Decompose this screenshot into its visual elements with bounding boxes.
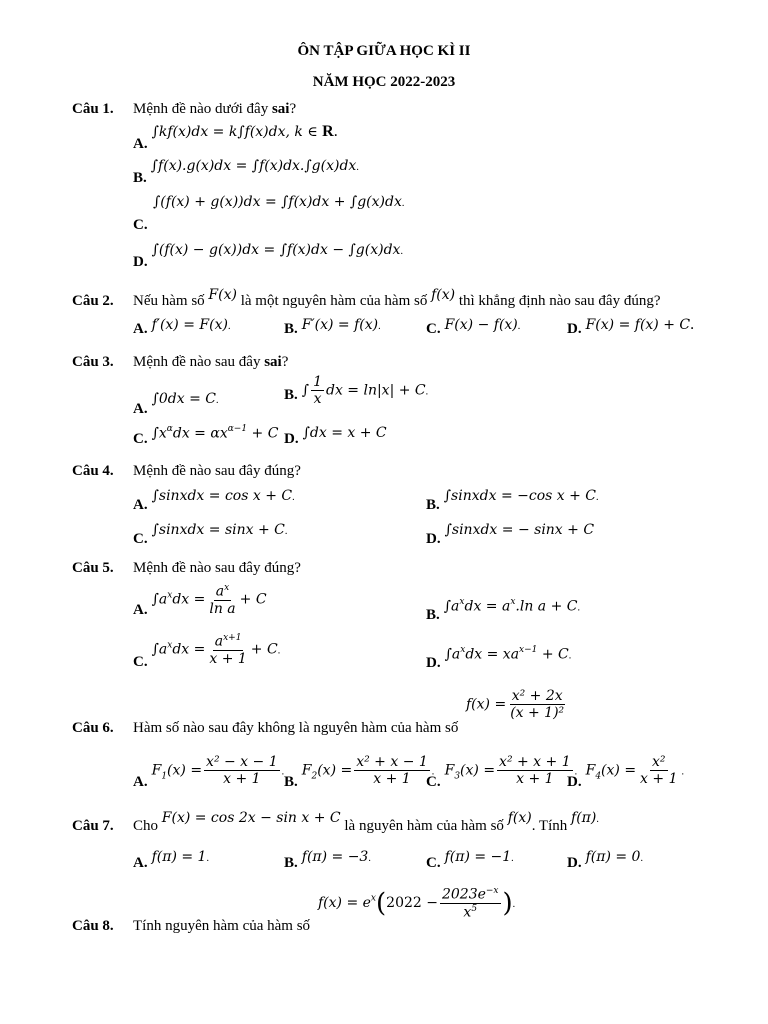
- question-number: Câu 3.: [72, 354, 114, 370]
- q8-function: $f(x) = e^x(2022$ − $\frac{2023e^{-x}}{x^5}$ ).: [318, 886, 516, 921]
- option-c-expr: ∫(f(x) + g(x))dx = ∫f(x)dx + ∫g(x)dx.: [153, 194, 405, 210]
- option-a[interactable]: A. ∫kf(x)dx = k∫f(x)dx, k ∈ R.: [133, 123, 338, 152]
- option-b[interactable]: B. F′(x) = f(x).: [284, 317, 381, 337]
- option-c[interactable]: C.: [133, 217, 148, 233]
- option-b[interactable]: B. ∫f(x).g(x)dx = ∫f(x)dx.∫g(x)dx.: [133, 158, 359, 186]
- option-a[interactable]: A. ∫0dx = C.: [133, 391, 219, 417]
- option-d[interactable]: D. ∫(f(x) − g(x))dx = ∫f(x)dx − ∫g(x)dx.: [133, 242, 403, 270]
- option-d[interactable]: D. $\int a^xdx = xa^{x-1} + C$.: [426, 645, 572, 672]
- question-text: Mệnh đề nào dưới đây sai?: [133, 101, 297, 117]
- option-a[interactable]: A. f′(x) = F(x).: [133, 317, 231, 337]
- option-a[interactable]: A. ∫sinxdx = cos x + C.: [133, 488, 295, 513]
- question-text: Mệnh đề nào sau đây sai?: [133, 354, 289, 370]
- page-title: ÔN TẬP GIỮA HỌC KÌ II: [297, 43, 471, 59]
- option-b[interactable]: B. $F_2(x)$ = $\frac{\text{x² + x − 1}}{x + 1}$ .: [284, 754, 435, 791]
- question-text: Mệnh đề nào sau đây đúng?: [133, 560, 301, 576]
- option-d[interactable]: D. f(π) = 0.: [567, 849, 643, 871]
- option-c[interactable]: C. $F_3(x)$ = $\frac{\text{x² + x + 1}}{x + 1}$ .: [426, 754, 578, 791]
- option-b[interactable]: B. $\int a^xdx = a^x.\ln$ a + C.: [426, 597, 580, 624]
- question-number: Câu 5.: [72, 560, 114, 576]
- option-c[interactable]: C. f(π) = −1.: [426, 849, 514, 871]
- option-b[interactable]: B. ∫ $\frac{1}{x}$ dx = ln|x| + C.: [284, 374, 429, 408]
- option-b[interactable]: B. f(π) = −3.: [284, 849, 371, 871]
- option-c[interactable]: C. $\int a^xdx$ = $\frac{a^{x+1}}{x + 1}$ + C.: [133, 633, 281, 670]
- question-number: Câu 1.: [72, 101, 114, 117]
- question-text: Hàm số nào sau đây không là nguyên hàm của hàm số: [133, 720, 459, 736]
- option-d[interactable]: D. F(x) = f(x) + C.: [567, 316, 695, 337]
- question-text: Tính nguyên hàm của hàm số: [133, 918, 311, 934]
- option-a[interactable]: A. $F_1(x)$ = $\frac{\text{x² − x − 1}}{x + 1}$ .: [133, 754, 285, 791]
- option-b[interactable]: B. ∫sinxdx = −cos x + C.: [426, 488, 599, 513]
- question-number: Câu 4.: [72, 463, 114, 479]
- question-number: Câu 8.: [72, 918, 114, 934]
- q6-function: f(x) = $\frac{\text{x² + 2x}}{\text{(x + 1)²}}$: [466, 688, 565, 722]
- question-number: Câu 2.: [72, 293, 114, 309]
- question-text: Cho F(x) = cos 2x − sin x + C là nguyên hàm của hàm số f(x). Tính f(π).: [133, 810, 599, 834]
- option-d[interactable]: D. ∫sinxdx = − sinx + C: [426, 522, 595, 547]
- question-number: Câu 6.: [72, 720, 114, 736]
- question-text: Mệnh đề nào sau đây đúng?: [133, 463, 301, 479]
- school-year: NĂM HỌC 2022-2023: [312, 74, 456, 90]
- option-d[interactable]: D. ∫dx = x + C: [284, 425, 387, 447]
- option-c[interactable]: C. ∫sinxdx = sinx + C.: [133, 522, 288, 547]
- option-a[interactable]: A. f(π) = 1.: [133, 849, 209, 871]
- option-d[interactable]: D. $F_4(x)$ = $\frac{\text{x²}}{x + 1}$ .: [567, 754, 684, 791]
- question-text: Nếu hàm số F(x) là một nguyên hàm của hàm số f(x) thì khẳng định nào sau đây đúng?: [133, 287, 661, 309]
- option-c[interactable]: C. $\int x^\alpha dx = \alpha x^{\alpha-1} + C$: [133, 424, 279, 448]
- question-number: Câu 7.: [72, 818, 114, 834]
- option-c[interactable]: C. F(x) − f(x).: [426, 317, 521, 337]
- option-a[interactable]: A. $\int a^xdx$ = $\frac{a^x}{\text{ln a}}$ + C: [133, 583, 267, 618]
